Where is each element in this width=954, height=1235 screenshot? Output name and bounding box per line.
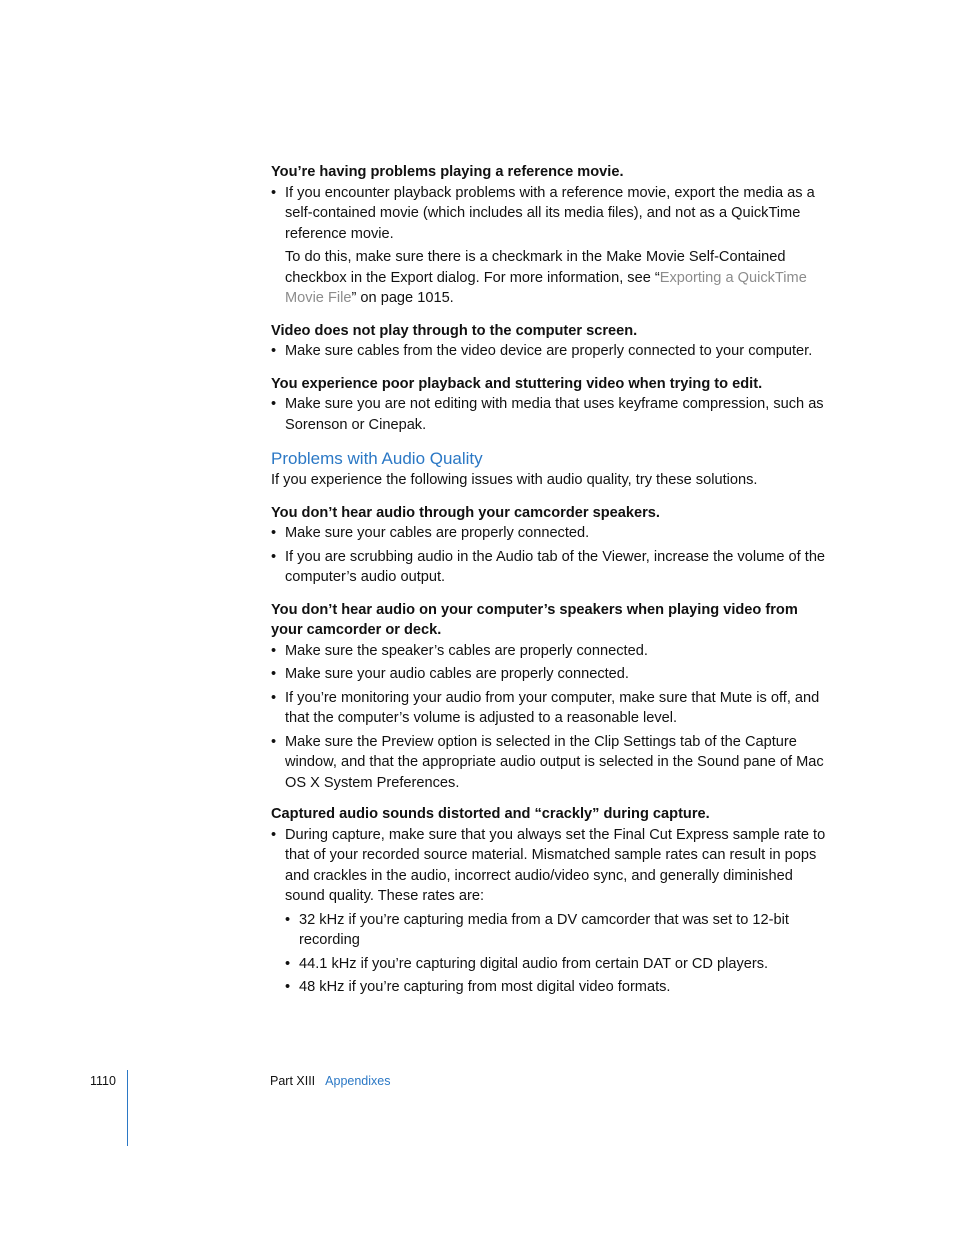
subheading-computer-speakers: You don’t hear audio on your computer’s speakers when playing video from your camcorder or deck. — [271, 601, 798, 638]
subheading-no-playthrough: Video does not play through to the computer screen. — [271, 322, 638, 339]
list-item: • Make sure the Preview option is selected in the Clip Settings tab of the Capture window, and that the appropriate audio output is selected in the Sound pane of Mac OS X System Preferences. — [271, 732, 831, 794]
text-segment: ” on page 1015. — [351, 290, 454, 306]
bullet-list — [271, 641, 831, 794]
list-item — [271, 825, 831, 998]
page-number: 1110 — [90, 1074, 116, 1088]
cross-reference-link[interactable]: Exporting a QuickTime Movie File — [285, 269, 807, 306]
text-segment: To do this, make sure there is a checkmark in the Make Movie Self-Contained checkbox in the Export dialog. For more information, see “ — [285, 249, 786, 286]
bullet-list — [271, 341, 831, 362]
bullet-list — [271, 394, 831, 435]
subheading-camcorder-speakers: You don’t hear audio through your camcorder speakers. — [271, 504, 660, 521]
list-item: • Make sure your cables are properly connected. — [271, 523, 831, 544]
part-label: Part XIII — [270, 1074, 316, 1088]
continuation-paragraph — [285, 247, 831, 309]
bullet-list — [271, 523, 831, 588]
subheading-poor-playback: You experience poor playback and stuttering video when trying to edit. — [271, 375, 763, 392]
list-item: • Make sure cables from the video device are properly connected to your computer. — [271, 341, 831, 362]
list-item: • Make sure your audio cables are properly connected. — [271, 664, 831, 685]
chapter-link[interactable]: Appendixes — [325, 1074, 391, 1088]
section-title-audio-quality: Problems with Audio Quality — [271, 449, 483, 468]
list-item-text: During capture, make sure that you always set the Final Cut Express sample rate to that of your recorded source material. Mismatched sample rates can result in pops and crackles in the audio, incorrect audio/video sync, and generally diminished sound quality. These rates are: — [285, 826, 826, 904]
nested-list-item: • 44.1 kHz if you’re capturing digital audio from certain DAT or CD players. — [285, 954, 831, 975]
bullet-list — [271, 825, 831, 998]
subheading-distorted-audio: Captured audio sounds distorted and “crackly” during capture. — [271, 806, 710, 822]
footer-part-label — [270, 1071, 390, 1092]
nested-list-item: • 32 kHz if you’re capturing media from a DV camcorder that was set to 12-bit recording — [285, 910, 831, 951]
list-item: • If you are scrubbing audio in the Audio tab of the Viewer, increase the volume of the computer’s audio output. — [271, 547, 831, 588]
list-item: • If you’re monitoring your audio from your computer, make sure that Mute is off, and that the computer’s volume is adjusted to a reasonable level. — [271, 688, 831, 729]
page-content — [271, 162, 831, 998]
nested-list-item: • 48 kHz if you’re capturing from most digital video formats. — [285, 977, 831, 998]
bullet-list — [271, 183, 831, 245]
nested-bullet-list — [285, 910, 831, 998]
list-item: • If you encounter playback problems with a reference movie, export the media as a self-contained movie (which includes all its media files), and not as a QuickTime reference movie. — [271, 183, 831, 245]
footer-divider — [127, 1070, 128, 1146]
list-item: • Make sure the speaker’s cables are properly connected. — [271, 641, 831, 662]
list-item: • Make sure you are not editing with media that uses keyframe compression, such as Sorenson or Cinepak. — [271, 394, 831, 435]
section-intro: If you experience the following issues with audio quality, try these solutions. — [271, 472, 758, 488]
subheading-reference-movie: You’re having problems playing a reference movie. — [271, 164, 624, 180]
